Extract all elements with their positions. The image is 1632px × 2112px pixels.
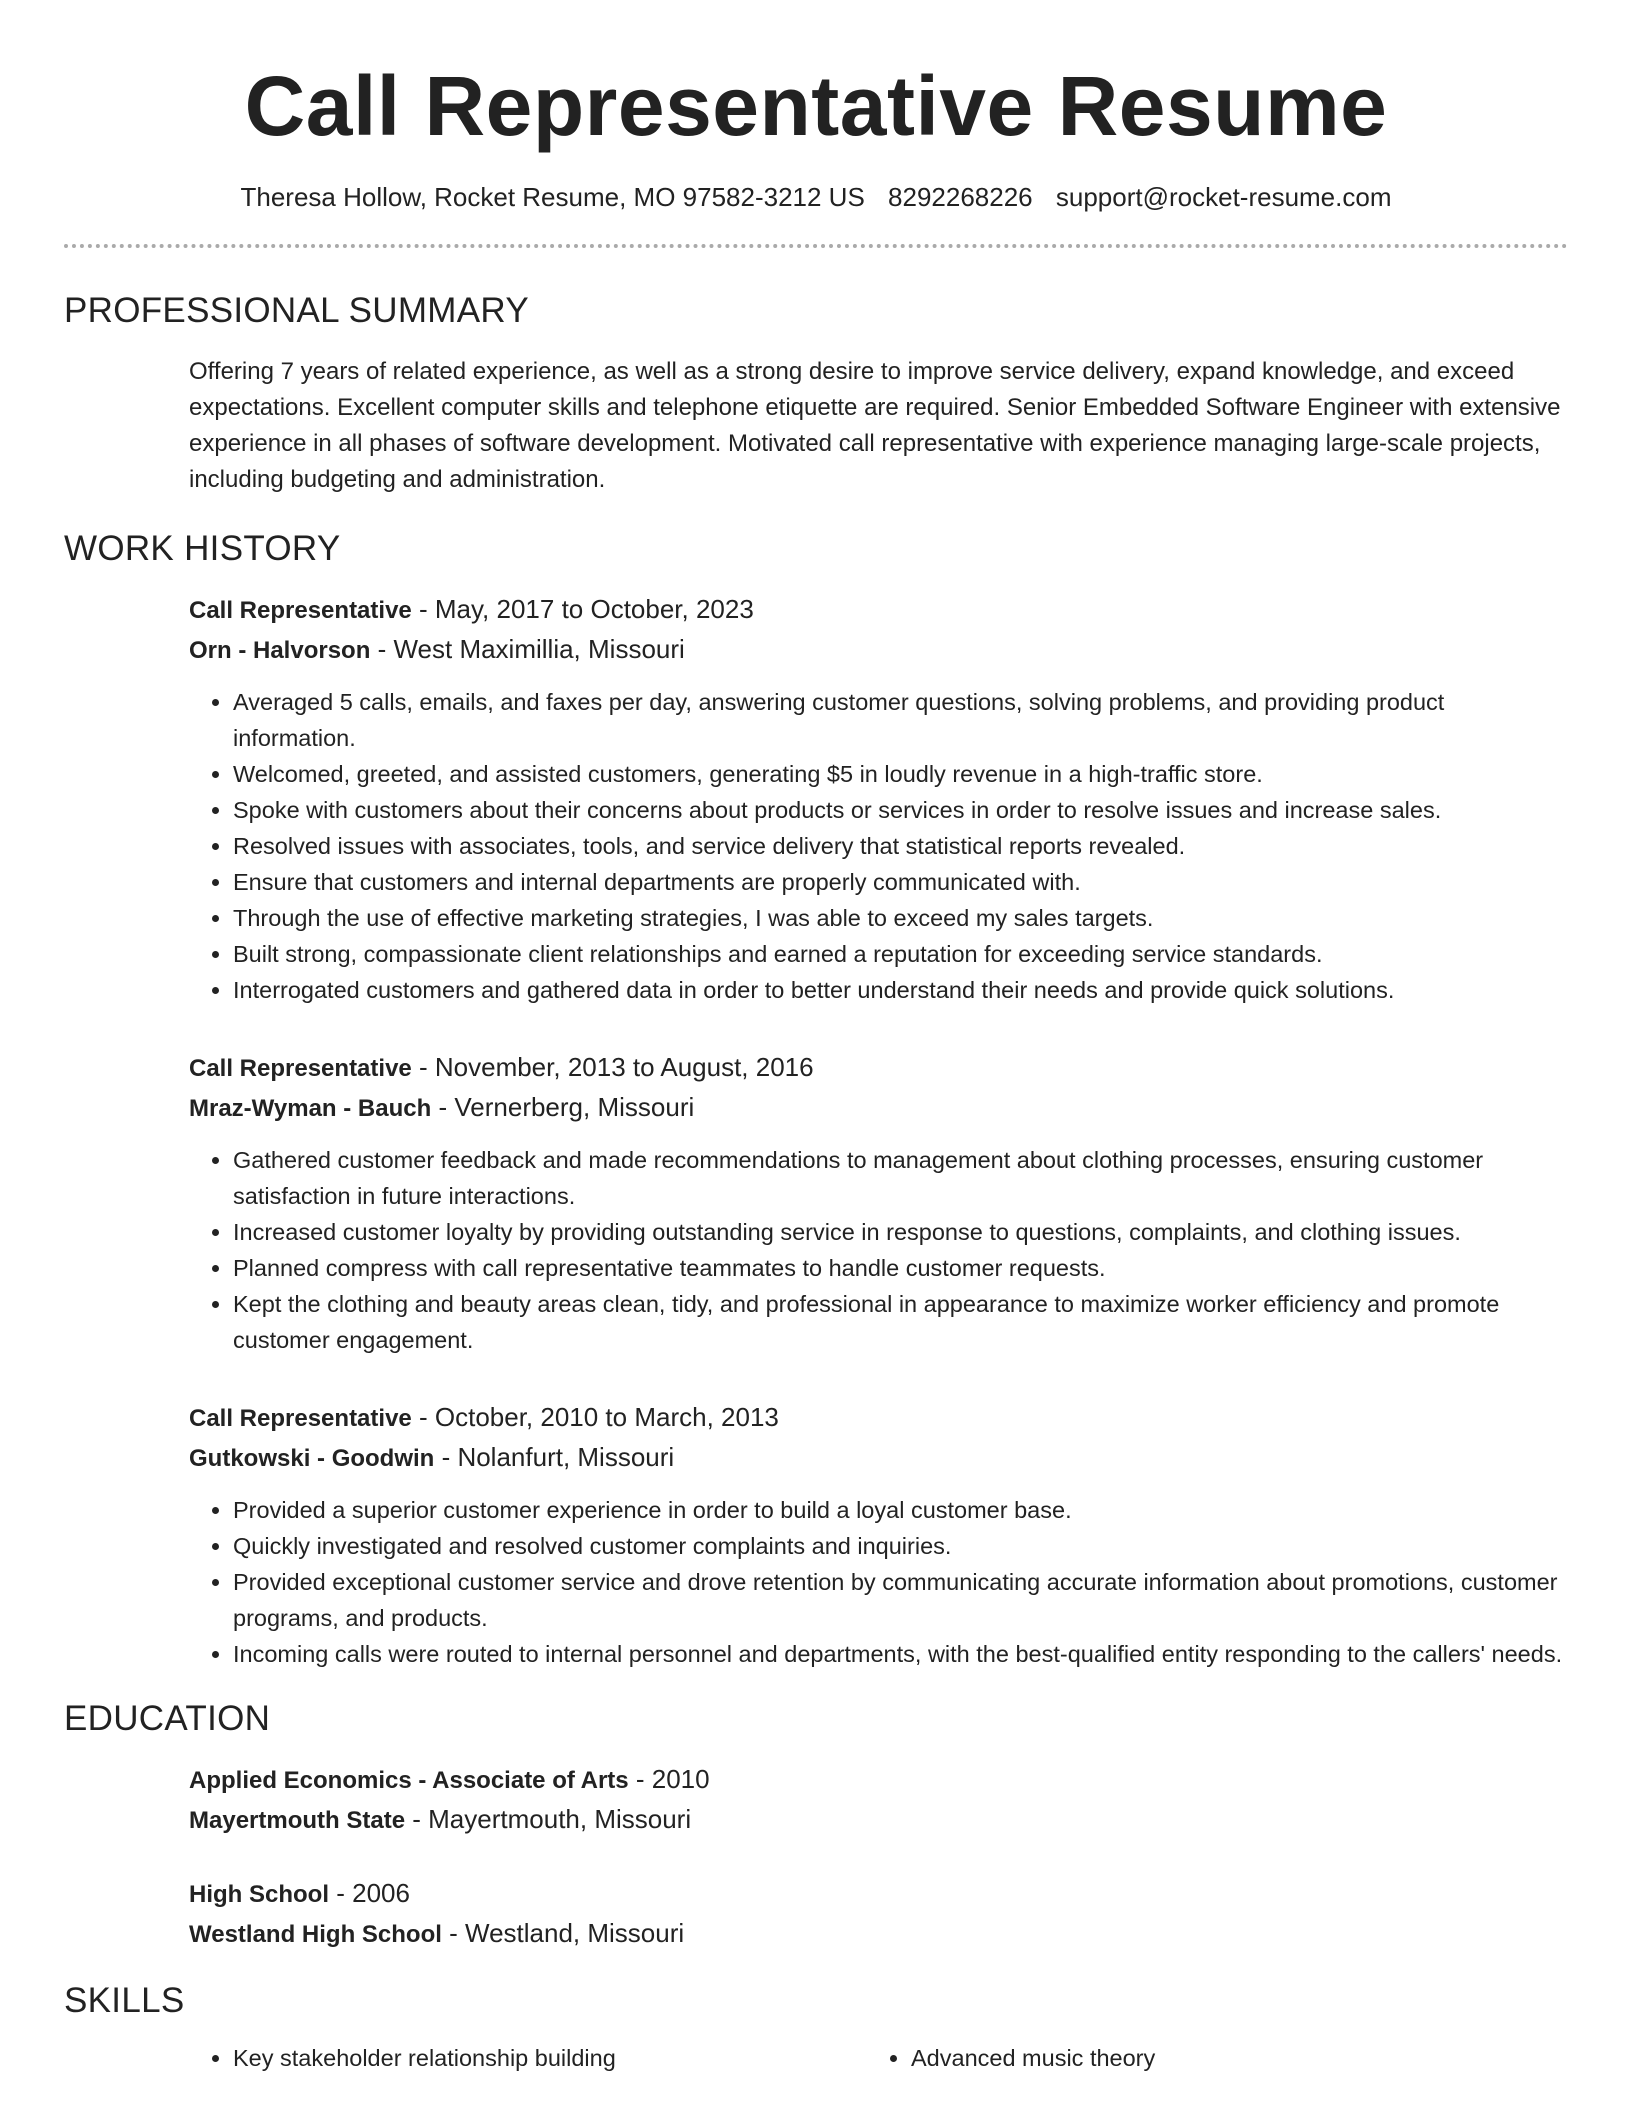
job-bullet: • Built strong, compassionate client relationships and earned a reputation for exceeding service standards. — [233, 936, 1568, 972]
job-title: Call Representative — [189, 597, 412, 624]
job-bullets — [189, 1492, 1568, 1672]
education-year: - 2010 — [628, 1764, 710, 1794]
job-bullet: • Kept the clothing and beauty areas clean, tidy, and professional in appearance to maximize worker efficiency and promote customer engagement. — [233, 1286, 1568, 1358]
education-location: - Mayertmouth, Missouri — [405, 1804, 692, 1834]
work-history-section — [64, 528, 1568, 1672]
job-entry — [189, 1048, 1568, 1358]
job-location: - Vernerberg, Missouri — [431, 1092, 695, 1122]
job-bullet: • Averaged 5 calls, emails, and faxes per day, answering customer questions, solving problems, and providing product information. — [233, 684, 1568, 756]
job-dates: - October, 2010 to March, 2013 — [411, 1402, 779, 1432]
job-title-line — [189, 1398, 1568, 1438]
contact-email: support@rocket-resume.com — [1055, 182, 1392, 212]
education-degree-line — [189, 1874, 1568, 1914]
contact-address: Theresa Hollow, Rocket Resume, MO 97582-3212 US — [240, 182, 865, 212]
contact-phone: 8292268226 — [888, 182, 1033, 212]
job-bullets — [189, 684, 1568, 1008]
education-entry — [189, 1874, 1568, 1954]
job-company-line — [189, 630, 1568, 670]
education-entry — [189, 1760, 1568, 1840]
job-bullet: • Welcomed, greeted, and assisted customers, generating $5 in loudly revenue in a high-traffic store. — [233, 756, 1568, 792]
job-entry — [189, 1398, 1568, 1672]
education-school-line — [189, 1914, 1568, 1954]
skills-column-right — [867, 2040, 1155, 2076]
education-school: Westland High School — [189, 1921, 442, 1948]
job-company: Gutkowski - Goodwin — [189, 1445, 435, 1472]
education-school-line — [189, 1800, 1568, 1840]
job-dates: - May, 2017 to October, 2023 — [411, 594, 754, 624]
header-divider — [64, 244, 1568, 248]
job-title: Call Representative — [189, 1055, 412, 1082]
summary-heading: PROFESSIONAL SUMMARY — [64, 291, 529, 330]
job-bullet: • Ensure that customers and internal departments are properly communicated with. — [233, 864, 1568, 900]
job-location: - Nolanfurt, Missouri — [434, 1442, 675, 1472]
job-bullet: • Increased customer loyalty by providing outstanding service in response to questions, complaints, and clothing issues. — [233, 1214, 1568, 1250]
education-degree: Applied Economics - Associate of Arts — [189, 1767, 629, 1794]
job-bullets — [189, 1142, 1568, 1358]
education-degree: High School — [189, 1881, 329, 1908]
job-bullet: • Through the use of effective marketing strategies, I was able to exceed my sales targets. — [233, 900, 1568, 936]
skills-list — [189, 2040, 1568, 2100]
summary-text: Offering 7 years of related experience, as well as a strong desire to improve service delivery, expand knowledge, and exceed expectations. Excellent computer skills and telephone etiquette are required. Senior Embedded Software Engineer with extensive experience in all phases of software development. Motivated call representative with experience managing large-scale projects, including budgeting and administration. — [189, 358, 1561, 493]
job-bullet: • Quickly investigated and resolved customer complaints and inquiries. — [233, 1528, 1568, 1564]
resume-page — [64, 0, 1568, 2100]
skills-column-left — [189, 2040, 616, 2076]
education-location: - Westland, Missouri — [441, 1918, 685, 1948]
skill-item: • Advanced music theory — [911, 2040, 1155, 2076]
job-company: Orn - Halvorson — [189, 637, 371, 664]
job-bullet: • Resolved issues with associates, tools, and service delivery that statistical reports revealed. — [233, 828, 1568, 864]
education-school: Mayertmouth State — [189, 1807, 406, 1834]
job-bullet: • Provided a superior customer experience in order to build a loyal customer base. — [233, 1492, 1568, 1528]
contact-line — [64, 180, 1568, 214]
job-title: Call Representative — [189, 1405, 412, 1432]
job-company: Mraz-Wyman - Bauch — [189, 1095, 432, 1122]
education-heading: EDUCATION — [64, 1699, 271, 1738]
job-bullet: • Gathered customer feedback and made recommendations to management about clothing processes, ensuring customer satisfaction in future interactions. — [233, 1142, 1568, 1214]
job-company-line — [189, 1088, 1568, 1128]
job-bullet: • Interrogated customers and gathered data in order to better understand their needs and provide quick solutions. — [233, 972, 1568, 1008]
education-year: - 2006 — [329, 1878, 410, 1908]
job-bullet: • Provided exceptional customer service and drove retention by communicating accurate information about promotions, customer programs, and products. — [233, 1564, 1568, 1636]
job-bullet: • Planned compress with call representative teammates to handle customer requests. — [233, 1250, 1568, 1286]
work-history-heading: WORK HISTORY — [64, 529, 341, 568]
job-title-line — [189, 590, 1568, 630]
skill-item: • Key stakeholder relationship building — [233, 2040, 616, 2076]
job-bullet: • Spoke with customers about their concerns about products or services in order to resolve issues and increase sales. — [233, 792, 1568, 828]
job-bullet: • Incoming calls were routed to internal personnel and departments, with the best-qualified entity responding to the callers' needs. — [233, 1636, 1568, 1672]
job-company-line — [189, 1438, 1568, 1478]
job-title-line — [189, 1048, 1568, 1088]
summary-section — [64, 290, 1568, 498]
job-location: - West Maximillia, Missouri — [370, 634, 685, 664]
education-degree-line — [189, 1760, 1568, 1800]
skills-section — [64, 1980, 1568, 2100]
skills-heading: SKILLS — [64, 1981, 185, 2020]
job-entry — [189, 590, 1568, 1008]
education-section — [64, 1698, 1568, 1954]
job-dates: - November, 2013 to August, 2016 — [411, 1052, 814, 1082]
resume-title: Call Representative Resume — [244, 59, 1388, 153]
